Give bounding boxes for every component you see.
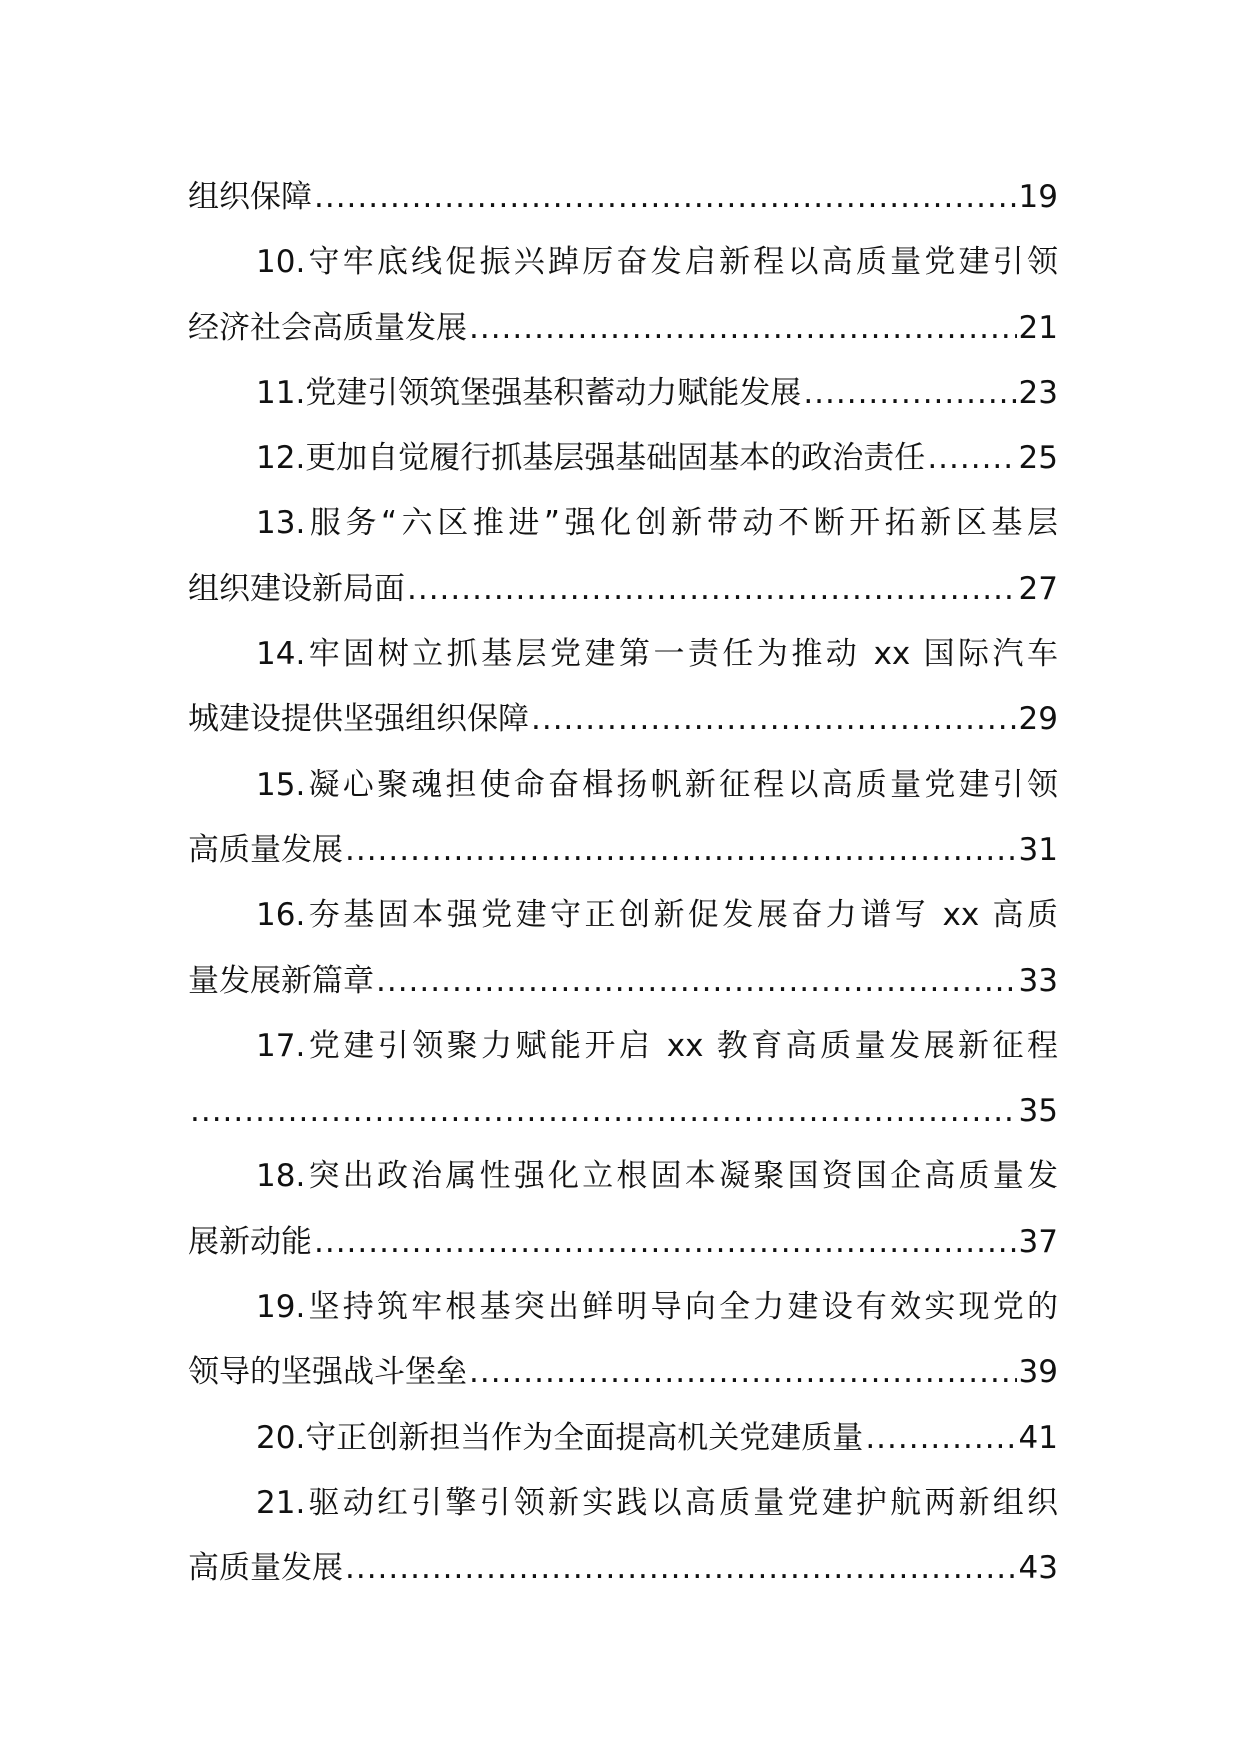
toc-entry-title-cont: 展新动能 <box>188 1223 312 1260</box>
toc-page-number: 37 <box>1018 1223 1058 1260</box>
toc-line <box>188 818 1058 883</box>
toc-line <box>188 426 1058 491</box>
toc-entry-title: 19.坚持筑牢根基突出鲜明导向全力建设有效实现党的 <box>256 1289 1058 1326</box>
dot-leader <box>345 818 1017 883</box>
toc-page-number: 31 <box>1018 831 1058 868</box>
toc-page-number: 27 <box>1018 570 1058 607</box>
toc-page-number: 41 <box>1018 1419 1058 1456</box>
dot-leader <box>314 1210 1017 1275</box>
dot-leader <box>803 361 1016 426</box>
toc-entry-title: 组织保障 <box>188 179 312 215</box>
toc-entry-title: 10.守牢底线促振兴踔厉奋发启新程以高质量党建引领 <box>256 244 1058 281</box>
toc-line <box>188 165 1058 230</box>
toc-line <box>188 1210 1058 1275</box>
toc-line <box>188 1275 1058 1340</box>
toc-line <box>188 491 1058 556</box>
dot-leader <box>865 1406 1016 1471</box>
toc-line <box>188 687 1058 752</box>
table-of-contents <box>188 165 1058 1602</box>
toc-entry-title-cont: 组织建设新局面 <box>188 570 405 607</box>
toc-line <box>188 361 1058 426</box>
toc-entry-title: 18.突出政治属性强化立根固本凝聚国资国企高质量发 <box>256 1158 1058 1195</box>
dot-leader <box>531 687 1017 752</box>
dot-leader <box>469 296 1017 361</box>
toc-line <box>188 1340 1058 1405</box>
toc-line <box>188 1536 1058 1601</box>
toc-entry-title: 14.牢固树立抓基层党建第一责任为推动 xx 国际汽车 <box>256 636 1058 673</box>
toc-line <box>188 622 1058 687</box>
dot-leader <box>376 949 1017 1014</box>
toc-entry-title: 17.党建引领聚力赋能开启 xx 教育高质量发展新征程 <box>256 1027 1058 1064</box>
toc-page-number: 35 <box>1018 1093 1058 1130</box>
toc-page-number: 39 <box>1018 1354 1058 1391</box>
toc-entry-title: 20.守正创新担当作为全面提高机关党建质量 <box>256 1419 864 1456</box>
toc-page-number: 33 <box>1018 962 1058 999</box>
toc-page-number: 21 <box>1018 309 1058 346</box>
dot-leader <box>345 1536 1017 1601</box>
toc-line <box>188 296 1058 361</box>
toc-line <box>188 1144 1058 1209</box>
toc-entry-title: 16.夯基固本强党建守正创新促发展奋力谱写 xx 高质 <box>256 897 1058 934</box>
toc-entry-title: 15.凝心聚魂担使命奋楫扬帆新征程以高质量党建引领 <box>256 766 1058 803</box>
dot-leader <box>190 1079 1017 1144</box>
toc-line <box>188 949 1058 1014</box>
toc-line <box>188 1471 1058 1536</box>
toc-entry-title: 12.更加自觉履行抓基层强基础固基本的政治责任 <box>256 440 926 477</box>
toc-page-number: 19 <box>1018 179 1058 215</box>
toc-entry-title-cont: 城建设提供坚强组织保障 <box>188 701 529 738</box>
toc-line <box>188 753 1058 818</box>
toc-entry-title-cont: 高质量发展 <box>188 831 343 868</box>
toc-entry-title-cont: 量发展新篇章 <box>188 962 374 999</box>
toc-page-number: 25 <box>1018 440 1058 477</box>
toc-page-number: 43 <box>1018 1550 1058 1587</box>
toc-page-number: 29 <box>1018 701 1058 738</box>
toc-entry-title-cont: 领导的坚强战斗堡垒 <box>188 1354 467 1391</box>
toc-line <box>188 1079 1058 1144</box>
dot-leader <box>314 165 1017 230</box>
dot-leader <box>469 1340 1017 1405</box>
toc-line <box>188 883 1058 948</box>
toc-page-number: 23 <box>1018 374 1058 411</box>
toc-entry-title: 13.服务“六区推进”强化创新带动不断开拓新区基层 <box>256 505 1058 542</box>
dot-leader <box>927 426 1016 491</box>
dot-leader <box>407 557 1017 622</box>
toc-entry-title: 11.党建引领筑堡强基积蓄动力赋能发展 <box>256 374 802 411</box>
toc-entry-title-cont: 经济社会高质量发展 <box>188 309 467 346</box>
toc-entry-title: 21.驱动红引擎引领新实践以高质量党建护航两新组织 <box>256 1484 1058 1521</box>
toc-line <box>188 1406 1058 1471</box>
toc-line <box>188 557 1058 622</box>
toc-line <box>188 230 1058 295</box>
toc-line <box>188 1014 1058 1079</box>
toc-entry-title-cont: 高质量发展 <box>188 1550 343 1587</box>
